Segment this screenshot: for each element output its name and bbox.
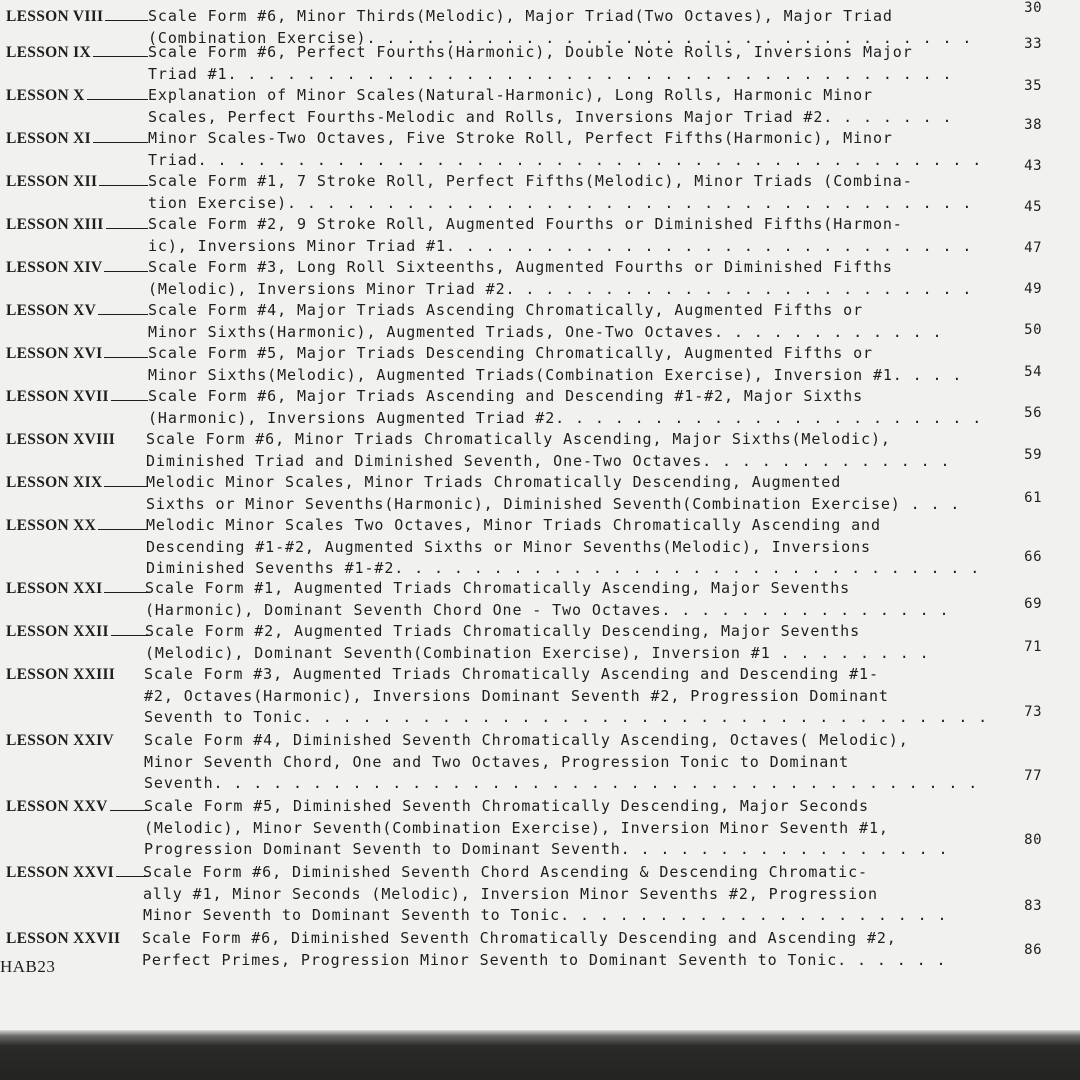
description-line: Minor Scales-Two Octaves, Five Stroke Roll, Perfect Fifths(Harmonic), Minor bbox=[148, 129, 893, 147]
page-number: 59 bbox=[1024, 447, 1042, 463]
lesson-number: LESSON XV bbox=[6, 302, 97, 319]
description-line: Minor Seventh Chord, One and Two Octaves, Progression Tonic to Dominant bbox=[144, 752, 850, 771]
lesson-number: LESSON XIII bbox=[6, 216, 104, 233]
page-number: 54 bbox=[1024, 364, 1042, 380]
description-line: Scale Form #4, Major Triads Ascending Chromatically, Augmented Fifths or bbox=[148, 301, 864, 319]
description-line: (Melodic), Minor Seventh(Combination Exercise), Inversion Minor Seventh #1, bbox=[144, 818, 889, 837]
lesson-label bbox=[6, 6, 148, 27]
lesson-label bbox=[6, 730, 146, 751]
description-line: Explanation of Minor Scales(Natural-Harmonic), Long Rolls, Harmonic Minor bbox=[148, 86, 873, 104]
description-line: Scale Form #2, 9 Stroke Roll, Augmented Fourths or Diminished Fifths(Harmon- bbox=[148, 215, 903, 233]
label-rule bbox=[93, 42, 148, 57]
lesson-description bbox=[148, 300, 943, 343]
lesson-label bbox=[6, 621, 148, 642]
page-number: 50 bbox=[1024, 322, 1042, 338]
lesson-description bbox=[144, 664, 989, 729]
lesson-description bbox=[145, 578, 950, 621]
lesson-description bbox=[145, 621, 930, 664]
page-number: 86 bbox=[1024, 942, 1042, 958]
description-line: ally #1, Minor Seconds (Melodic), Inversion Minor Sevenths #2, Progression bbox=[143, 884, 878, 903]
lesson-label bbox=[6, 386, 148, 407]
description-line: Scale Form #6, Major Triads Ascending and Descending #1-#2, Major Sixths bbox=[148, 387, 864, 405]
catalog-code: HAB23 bbox=[0, 957, 56, 976]
lesson-description bbox=[144, 796, 949, 861]
label-rule bbox=[104, 343, 148, 358]
lesson-description bbox=[146, 429, 951, 472]
lesson-description bbox=[148, 171, 973, 214]
lesson-label bbox=[6, 472, 148, 493]
description-line: ic), Inversions Minor Triad #1. . . . . . . . . . . . . . . . . . . . . . . . . . . bbox=[148, 236, 973, 255]
description-line: Progression Dominant Seventh to Dominant Seventh. . . . . . . . . . . . . . . . . bbox=[144, 840, 949, 858]
lesson-number: LESSON XVI bbox=[6, 345, 103, 362]
page-number: 73 bbox=[1024, 704, 1042, 720]
description-line: tion Exercise). . . . . . . . . . . . . . . . . . . . . . . . . . . . . . . . . . . bbox=[148, 193, 973, 212]
label-rule bbox=[93, 128, 148, 143]
lesson-description bbox=[148, 257, 973, 300]
description-line: Diminished Sevenths #1-#2. . . . . . . . . . . . . . . . . . . . . . . . . . . . . . bbox=[146, 559, 981, 577]
page-edge-shadow bbox=[0, 1030, 1080, 1080]
description-line: Scale Form #6, Perfect Fourths(Harmonic), Double Note Rolls, Inversions Major bbox=[148, 43, 913, 61]
description-line: Sixths or Minor Sevenths(Harmonic), Diminished Seventh(Combination Exercise) . . . bbox=[146, 494, 961, 513]
lesson-label bbox=[6, 862, 148, 883]
lesson-description bbox=[148, 128, 983, 171]
description-line: Perfect Primes, Progression Minor Seventh to Dominant Seventh to Tonic. . . . . . bbox=[142, 950, 947, 969]
label-rule bbox=[111, 621, 148, 636]
lesson-label bbox=[6, 171, 148, 192]
lesson-label bbox=[6, 85, 148, 106]
lesson-label bbox=[6, 257, 148, 278]
description-line: Descending #1-#2, Augmented Sixths or Minor Sevenths(Melodic), Inversions bbox=[146, 537, 871, 556]
page-number: 45 bbox=[1024, 199, 1042, 215]
description-line: Triad #1. . . . . . . . . . . . . . . . . . . . . . . . . . . . . . . . . . . . . bbox=[148, 64, 953, 83]
description-line: Scale Form #5, Diminished Seventh Chromatically Descending, Major Seconds bbox=[144, 797, 869, 815]
description-line: (Combination Exercise). . . . . . . . . . . . . . . . . . . . . . . . . . . . . . . bbox=[148, 28, 973, 47]
lesson-label bbox=[6, 928, 146, 949]
lesson-label bbox=[6, 664, 146, 685]
description-line: Scale Form #3, Long Roll Sixteenths, Augmented Fourths or Diminished Fifths bbox=[148, 258, 893, 276]
lesson-number: LESSON XIV bbox=[6, 259, 103, 276]
page-number: 69 bbox=[1024, 596, 1042, 612]
label-rule bbox=[99, 171, 148, 186]
description-line: Melodic Minor Scales Two Octaves, Minor Triads Chromatically Ascending and bbox=[146, 516, 881, 534]
lesson-number: LESSON XII bbox=[6, 173, 98, 190]
lesson-number: LESSON XXI bbox=[6, 580, 103, 597]
page-number: 33 bbox=[1024, 36, 1042, 52]
page-number: 80 bbox=[1024, 832, 1042, 848]
lesson-number: LESSON XXIII bbox=[6, 666, 116, 683]
description-line: Scale Form #2, Augmented Triads Chromatically Descending, Major Sevenths bbox=[145, 622, 861, 640]
description-line: Scale Form #5, Major Triads Descending Chromatically, Augmented Fifths or bbox=[148, 344, 873, 362]
lesson-number: LESSON XVIII bbox=[6, 431, 116, 448]
lesson-number: LESSON X bbox=[6, 87, 85, 104]
lesson-label bbox=[6, 128, 148, 149]
description-line: (Melodic), Dominant Seventh(Combination Exercise), Inversion #1 . . . . . . . . bbox=[145, 643, 930, 662]
lesson-number: LESSON XX bbox=[6, 517, 97, 534]
lesson-label bbox=[6, 578, 148, 599]
lesson-label bbox=[6, 214, 148, 235]
lesson-label bbox=[6, 796, 148, 817]
description-line: (Harmonic), Dominant Seventh Chord One - Two Octaves. . . . . . . . . . . . . . . bbox=[145, 600, 950, 619]
label-rule bbox=[104, 578, 148, 593]
lesson-number: LESSON XIX bbox=[6, 474, 103, 491]
description-line: Minor Sixths(Harmonic), Augmented Triads, One-Two Octaves. . . . . . . . . . . . bbox=[148, 322, 943, 341]
page-number: 77 bbox=[1024, 768, 1042, 784]
description-line: Seventh to Tonic. . . . . . . . . . . . . . . . . . . . . . . . . . . . . . . . . . . bbox=[144, 708, 989, 726]
label-rule bbox=[110, 796, 148, 811]
lesson-description bbox=[146, 472, 961, 515]
label-rule bbox=[106, 214, 148, 229]
page-number: 38 bbox=[1024, 117, 1042, 133]
label-rule bbox=[87, 85, 148, 100]
description-line: (Melodic), Inversions Minor Triad #2. . . . . . . . . . . . . . . . . . . . . . . . bbox=[148, 279, 973, 298]
lesson-label bbox=[6, 42, 148, 63]
lesson-description bbox=[148, 85, 953, 128]
description-line: Scale Form #4, Diminished Seventh Chromatically Ascending, Octaves( Melodic), bbox=[144, 731, 909, 749]
description-line: Scale Form #6, Minor Thirds(Melodic), Major Triad(Two Octaves), Major Triad bbox=[148, 7, 893, 25]
lesson-description bbox=[146, 515, 981, 580]
description-line: Scale Form #1, Augmented Triads Chromatically Ascending, Major Sevenths bbox=[145, 579, 851, 597]
page-number: 71 bbox=[1024, 639, 1042, 655]
lesson-number: LESSON XXVI bbox=[6, 864, 114, 881]
page-number: 47 bbox=[1024, 240, 1042, 256]
lesson-number: LESSON XXII bbox=[6, 623, 109, 640]
description-line: Scale Form #6, Minor Triads Chromatically Ascending, Major Sixths(Melodic), bbox=[146, 430, 891, 448]
label-rule bbox=[104, 257, 148, 272]
lesson-description bbox=[142, 928, 947, 971]
description-line: #2, Octaves(Harmonic), Inversions Dominant Seventh #2, Progression Dominant bbox=[144, 686, 889, 705]
lesson-number: LESSON XXIV bbox=[6, 732, 114, 749]
page-number: 43 bbox=[1024, 158, 1042, 174]
description-line: Triad. . . . . . . . . . . . . . . . . . . . . . . . . . . . . . . . . . . . . . . . bbox=[148, 150, 983, 169]
description-line: Seventh. . . . . . . . . . . . . . . . . . . . . . . . . . . . . . . . . . . . . . . bbox=[144, 774, 979, 792]
lesson-description bbox=[143, 862, 948, 927]
description-line: Scale Form #3, Augmented Triads Chromatically Ascending and Descending #1- bbox=[144, 665, 879, 683]
lesson-number: LESSON VIII bbox=[6, 8, 104, 25]
lesson-description bbox=[144, 730, 979, 795]
lesson-label bbox=[6, 300, 148, 321]
description-line: Minor Seventh to Dominant Seventh to Tonic. . . . . . . . . . . . . . . . . . . . bbox=[143, 906, 948, 924]
lesson-description bbox=[148, 386, 983, 429]
page-number: 30 bbox=[1024, 0, 1042, 16]
lesson-description bbox=[148, 214, 973, 257]
lesson-description bbox=[148, 42, 953, 85]
description-line: Scale Form #1, 7 Stroke Roll, Perfect Fifths(Melodic), Minor Triads (Combina- bbox=[148, 172, 913, 190]
lesson-number: LESSON XI bbox=[6, 130, 91, 147]
page-number: 56 bbox=[1024, 405, 1042, 421]
page-number: 83 bbox=[1024, 898, 1042, 914]
description-line: (Harmonic), Inversions Augmented Triad #2. . . . . . . . . . . . . . . . . . . . . . bbox=[148, 408, 983, 427]
page-number: 66 bbox=[1024, 549, 1042, 565]
description-line: Scales, Perfect Fourths-Melodic and Rolls, Inversions Major Triad #2. . . . . . . bbox=[148, 107, 953, 126]
page-number: 35 bbox=[1024, 78, 1042, 94]
description-line: Scale Form #6, Diminished Seventh Chromatically Descending and Ascending #2, bbox=[142, 929, 897, 947]
lesson-label bbox=[6, 515, 148, 536]
label-rule bbox=[104, 472, 148, 487]
page-number: 49 bbox=[1024, 281, 1042, 297]
lesson-number: LESSON XXVII bbox=[6, 930, 121, 947]
lesson-number: LESSON IX bbox=[6, 44, 91, 61]
description-line: Diminished Triad and Diminished Seventh, One-Two Octaves. . . . . . . . . . . . . bbox=[146, 451, 951, 470]
label-rule bbox=[111, 386, 148, 401]
lesson-number: LESSON XXV bbox=[6, 798, 108, 815]
lesson-label bbox=[6, 429, 146, 450]
label-rule bbox=[105, 6, 148, 21]
description-line: Scale Form #6, Diminished Seventh Chord Ascending & Descending Chromatic- bbox=[143, 863, 868, 881]
label-rule bbox=[98, 515, 148, 530]
lesson-description bbox=[148, 343, 963, 386]
page-number: 61 bbox=[1024, 490, 1042, 506]
lesson-label bbox=[6, 343, 148, 364]
lesson-number: LESSON XVII bbox=[6, 388, 109, 405]
description-line: Melodic Minor Scales, Minor Triads Chromatically Descending, Augmented bbox=[146, 473, 842, 491]
description-line: Minor Sixths(Melodic), Augmented Triads(Combination Exercise), Inversion #1. . . . bbox=[148, 365, 963, 384]
label-rule bbox=[98, 300, 148, 315]
